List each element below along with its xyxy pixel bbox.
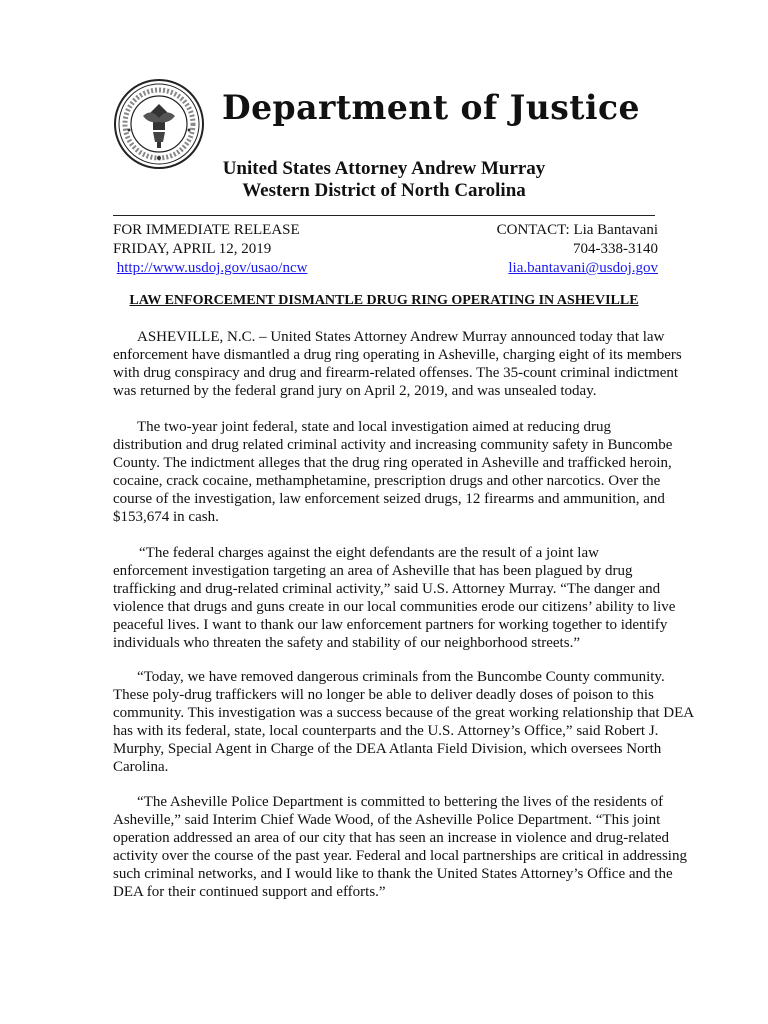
contact-info bbox=[497, 221, 658, 278]
contact-email-link[interactable]: lia.bantavani@usdoj.gov bbox=[508, 260, 658, 276]
paragraph-line: has with its federal, state, local counterparts and the U.S. Attorney’s Office,” said Robert J. bbox=[113, 723, 659, 739]
paragraph-line: “The Asheville Police Department is committed to bettering the lives of the residents of bbox=[137, 794, 664, 810]
press-release-headline: LAW ENFORCEMENT DISMANTLE DRUG RING OPERATING IN ASHEVILLE bbox=[129, 293, 639, 308]
paragraph-line: ASHEVILLE, N.C. – United States Attorney Andrew Murray announced today that law bbox=[137, 329, 665, 345]
paragraph-line: peaceful lives. I want to thank our law enforcement partners for working together to identify bbox=[113, 617, 668, 633]
paragraph-line: distribution and drug related criminal activity and increasing community safety in Buncombe bbox=[113, 437, 673, 453]
paragraph-line: Asheville,” said Interim Chief Wade Wood, of the Asheville Police Department. “This joint bbox=[113, 812, 661, 828]
contact-phone: 704-338-3140 bbox=[573, 241, 658, 257]
attorney-heading bbox=[0, 158, 768, 202]
paragraph-4-dea-quote bbox=[113, 668, 695, 776]
paragraph-3-murray-quote bbox=[113, 544, 676, 652]
paragraph-line: The two-year joint federal, state and local investigation aimed at reducing drug bbox=[137, 419, 611, 435]
contact-name: CONTACT: Lia Bantavani bbox=[496, 222, 658, 238]
department-title: Department of Justice bbox=[222, 88, 641, 128]
paragraph-line: These poly-drug traffickers will no longer be able to deliver deadly doses of poison to this bbox=[113, 687, 654, 703]
release-status: FOR IMMEDIATE RELEASE bbox=[113, 222, 300, 238]
paragraph-line: Carolina. bbox=[113, 759, 169, 775]
paragraph-line: activity over the course of the past year. Federal and local partnerships are critical in addressing bbox=[113, 848, 687, 864]
paragraph-line: trafficking and drug-related criminal activity,” said U.S. Attorney Murray. “The danger and bbox=[113, 581, 661, 597]
paragraph-line: with drug conspiracy and drug and firearm-related offenses. The 35-count criminal indictment bbox=[113, 365, 679, 381]
paragraph-line: $153,674 in cash. bbox=[113, 509, 219, 525]
paragraph-line: operation addressed an area of our city that has seen an increase in violence and drug-related bbox=[113, 830, 670, 846]
paragraph-line: DEA for their continued support and efforts.” bbox=[113, 884, 386, 900]
paragraph-line: violence that drugs and guns create in our local communities erode our citizens’ ability to live bbox=[113, 599, 676, 615]
usao-link[interactable]: http://www.usdoj.gov/usao/ncw bbox=[116, 260, 308, 276]
paragraph-5-police-quote bbox=[113, 793, 687, 901]
paragraph-line: was returned by the federal grand jury on April 2, 2019, and was unsealed today. bbox=[113, 383, 597, 399]
district-line: Western District of North Carolina bbox=[242, 180, 526, 201]
paragraph-line: enforcement have dismantled a drug ring operating in Asheville, charging eight of its members bbox=[113, 347, 682, 363]
paragraph-line: course of the investigation, law enforcement seized drugs, 12 firearms and ammunition, and bbox=[113, 491, 665, 507]
paragraph-line: such criminal networks, and I would like to thank the United States Attorney’s Office and the bbox=[113, 866, 673, 882]
paragraph-line: “Today, we have removed dangerous criminals from the Buncombe County community. bbox=[137, 669, 665, 685]
paragraph-line: County. The indictment alleges that the drug ring operated in Asheville and trafficked heroin, bbox=[113, 455, 672, 471]
paragraph-line: “The federal charges against the eight defendants are the result of a joint law bbox=[139, 545, 599, 561]
paragraph-line: enforcement investigation targeting an area of Asheville that has been plagued by drug bbox=[113, 563, 633, 579]
release-date: FRIDAY, APRIL 12, 2019 bbox=[113, 241, 272, 257]
header-divider bbox=[113, 215, 655, 216]
attorney-name-line: United States Attorney Andrew Murray bbox=[222, 158, 546, 179]
paragraph-line: cocaine, crack cocaine, methamphetamine, prescription drugs and other narcotics. Over the bbox=[113, 473, 661, 489]
paragraph-line: community. This investigation was a success because of the great working relationship that DEA bbox=[113, 705, 695, 721]
department-of-justice-seal bbox=[113, 78, 205, 170]
paragraph-line: Murphy, Special Agent in Charge of the DEA Atlanta Field Division, which oversees North bbox=[113, 741, 662, 757]
paragraph-1 bbox=[113, 328, 682, 400]
paragraph-line: individuals who threaten the safety and stability of our neighborhood streets.” bbox=[113, 635, 580, 651]
paragraph-2 bbox=[113, 418, 673, 526]
release-info bbox=[113, 221, 307, 278]
